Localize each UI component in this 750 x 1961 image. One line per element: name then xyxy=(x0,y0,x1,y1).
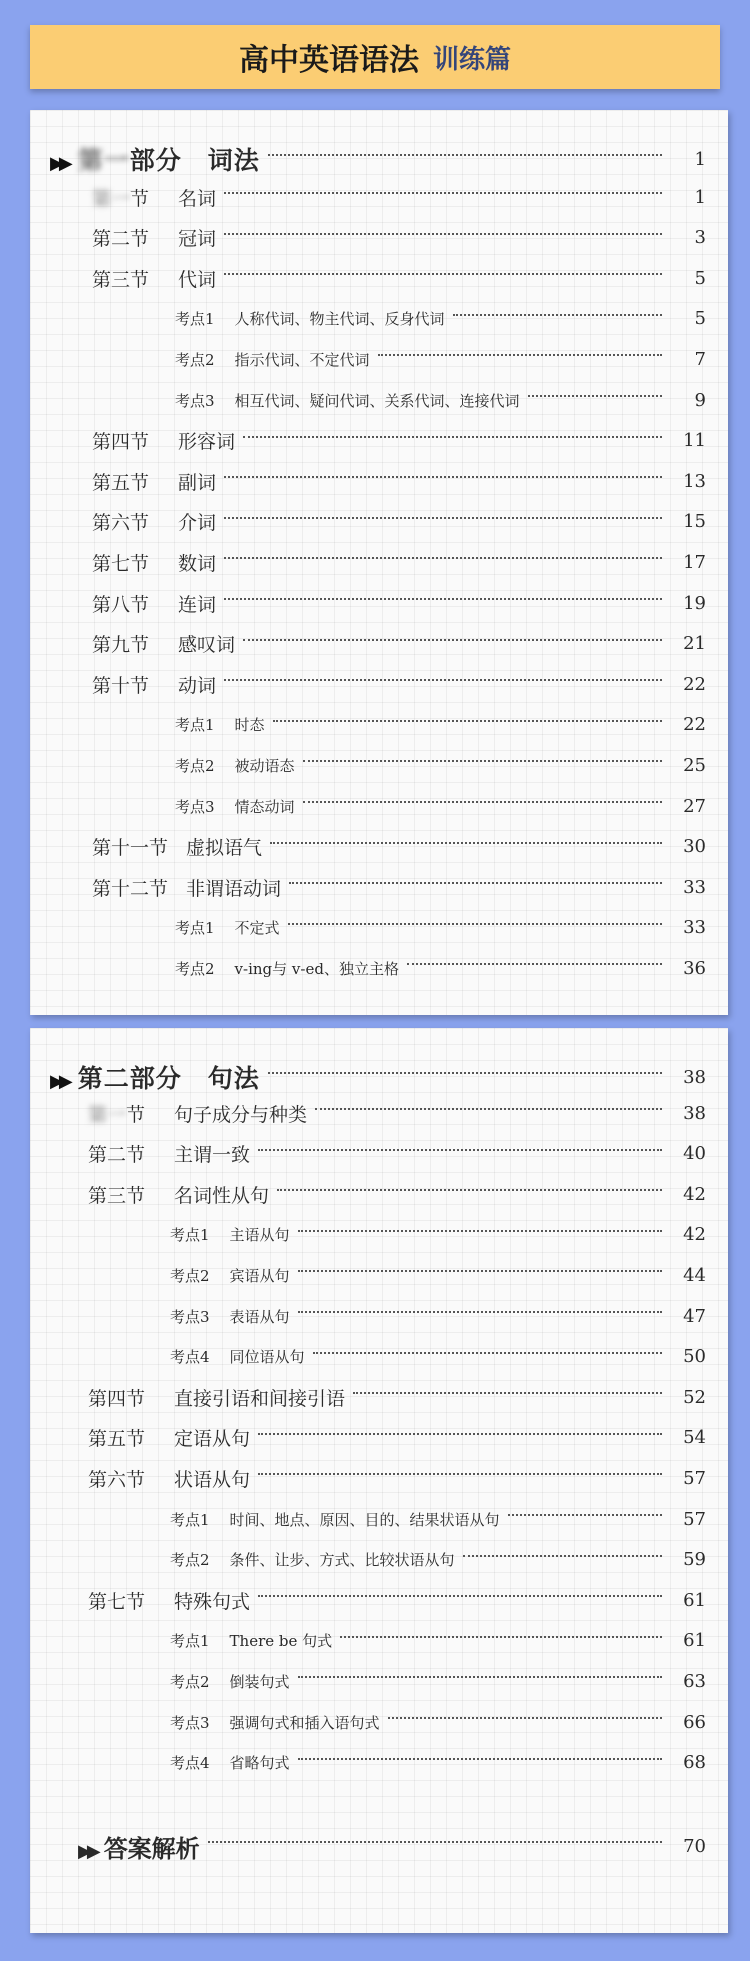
page-number: 5 xyxy=(694,308,706,330)
page-number: 63 xyxy=(683,1670,706,1692)
section-name: 直接引语和间接引语 xyxy=(174,1387,346,1410)
point-tag: 考点1 xyxy=(175,310,215,329)
point-name: 省略句式 xyxy=(229,1754,290,1773)
page-number: 50 xyxy=(683,1346,706,1368)
point-name: 倒装句式 xyxy=(229,1672,290,1691)
entry-label xyxy=(88,1100,307,1127)
toc-section-entry[interactable] xyxy=(92,627,706,661)
page-number: 13 xyxy=(683,470,706,492)
leader-dots xyxy=(288,923,662,925)
entry-label xyxy=(92,184,216,211)
leader-dots xyxy=(340,1636,662,1638)
page-number: 7 xyxy=(694,348,706,370)
point-tag: 考点4 xyxy=(170,1348,210,1367)
point-name: 被动语态 xyxy=(234,756,295,775)
toc-point-entry[interactable] xyxy=(175,748,706,782)
section-number-text: 第十二节 xyxy=(92,877,169,900)
section-number xyxy=(92,427,160,454)
toc-point-entry[interactable] xyxy=(170,1624,706,1658)
entry-label xyxy=(170,1630,332,1651)
point-tag: 考点1 xyxy=(170,1226,210,1245)
toc-section-entry[interactable] xyxy=(92,505,706,539)
section-name: 名词性从句 xyxy=(174,1184,270,1207)
leader-dots xyxy=(463,1555,662,1557)
header-banner xyxy=(30,25,720,89)
entry-label xyxy=(175,917,280,938)
toc-section-entry[interactable] xyxy=(88,1096,706,1130)
part-number-blurred: 第一 xyxy=(77,146,130,175)
page-number: 66 xyxy=(683,1711,706,1733)
leader-dots xyxy=(258,1149,662,1151)
section-number-text: 第三节 xyxy=(92,268,150,291)
page-number: 54 xyxy=(683,1427,706,1449)
section-name: 介词 xyxy=(178,512,217,535)
toc-section-entry[interactable] xyxy=(92,870,706,904)
toc-answers-entry[interactable] xyxy=(78,1829,706,1863)
entry-label xyxy=(92,590,216,617)
section-number-text: 第六节 xyxy=(92,512,150,535)
page-number: 61 xyxy=(683,1589,706,1611)
point-tag: 考点3 xyxy=(175,797,215,816)
book-title: 高中英语语法 xyxy=(238,43,419,78)
leader-dots xyxy=(303,760,662,762)
leader-dots xyxy=(268,1072,662,1074)
page-number: 42 xyxy=(683,1183,706,1205)
leader-dots xyxy=(313,1352,662,1354)
section-name: 句子成分与种类 xyxy=(174,1103,308,1126)
answers-title-text: 答案解析 xyxy=(103,1833,200,1863)
section-name: 状语从句 xyxy=(174,1468,251,1491)
section-number xyxy=(92,630,160,657)
part-title-text: 部分 词法 xyxy=(129,146,260,175)
leader-dots xyxy=(208,1841,662,1843)
entry-label xyxy=(175,796,295,817)
toc-point-entry[interactable] xyxy=(170,1340,706,1374)
section-number-text: 第五节 xyxy=(92,471,150,494)
entry-label xyxy=(170,1224,290,1245)
entry-label xyxy=(170,1549,455,1570)
entry-label xyxy=(170,1509,500,1530)
answers-title xyxy=(78,1829,200,1864)
entry-label xyxy=(170,1752,290,1773)
leader-dots xyxy=(528,395,662,397)
point-name: v-ing与 v-ed、独立主格 xyxy=(234,959,399,978)
page-number: 22 xyxy=(683,673,706,695)
page-number: 1 xyxy=(694,148,706,170)
section-name: 主谓一致 xyxy=(174,1144,251,1167)
section-name: 动词 xyxy=(178,674,217,697)
page-number: 22 xyxy=(683,714,706,736)
point-name: 人称代词、物主代词、反身代词 xyxy=(234,310,445,329)
page-number: 5 xyxy=(694,267,706,289)
leader-dots xyxy=(378,354,662,356)
section-number-text: 第八节 xyxy=(92,593,150,616)
section-number-blurred: 第一 xyxy=(92,187,131,210)
leader-dots xyxy=(298,1676,662,1678)
toc-section-entry[interactable] xyxy=(92,545,706,579)
leader-dots xyxy=(298,1758,662,1760)
toc-point-entry[interactable] xyxy=(175,383,706,417)
part-title-text: 第二部分 句法 xyxy=(77,1064,260,1093)
entry-label xyxy=(88,1465,250,1492)
section-number xyxy=(92,224,160,251)
toc-point-entry[interactable] xyxy=(170,1746,706,1780)
page-number: 47 xyxy=(683,1305,706,1327)
section-number xyxy=(88,1424,156,1451)
leader-dots xyxy=(289,882,662,884)
section-number-text: 第二节 xyxy=(88,1144,146,1167)
section-number-text: 第四节 xyxy=(92,431,150,454)
point-tag: 考点2 xyxy=(170,1672,210,1691)
page-number: 40 xyxy=(683,1143,706,1165)
entry-label xyxy=(170,1712,380,1733)
point-tag: 考点1 xyxy=(175,919,215,938)
section-number xyxy=(88,1181,156,1208)
point-name: 表语从句 xyxy=(229,1307,290,1326)
part-title xyxy=(50,1059,260,1095)
leader-dots xyxy=(407,963,662,965)
toc-point-entry[interactable] xyxy=(170,1299,706,1333)
double-arrow-icon: ▶▶ xyxy=(78,1840,96,1862)
point-tag: 考点1 xyxy=(170,1510,210,1529)
toc-point-entry[interactable] xyxy=(175,302,706,336)
entry-label xyxy=(92,630,235,657)
entry-label xyxy=(88,1384,345,1411)
leader-dots xyxy=(273,720,662,722)
toc-point-entry[interactable] xyxy=(170,1258,706,1292)
leader-dots xyxy=(224,476,662,478)
toc-point-entry[interactable] xyxy=(170,1664,706,1698)
toc-point-entry[interactable] xyxy=(170,1543,706,1577)
toc-part-heading[interactable] xyxy=(50,142,706,176)
page-number: 61 xyxy=(683,1630,706,1652)
toc-section-entry[interactable] xyxy=(88,1137,706,1171)
section-number-text: 第七节 xyxy=(88,1590,146,1613)
leader-dots xyxy=(453,314,662,316)
section-number-text: 第三节 xyxy=(88,1184,146,1207)
page-number: 59 xyxy=(683,1549,706,1571)
page-number: 38 xyxy=(683,1102,706,1124)
point-name: 指示代词、不定代词 xyxy=(234,350,370,369)
page-number: 57 xyxy=(683,1508,706,1530)
toc-point-entry[interactable] xyxy=(175,708,706,742)
toc-section-entry[interactable] xyxy=(92,261,706,295)
toc-point-entry[interactable] xyxy=(170,1502,706,1536)
section-name: 感叹词 xyxy=(178,634,236,657)
leader-dots xyxy=(508,1514,662,1516)
section-number xyxy=(88,1587,156,1614)
point-tag: 考点3 xyxy=(170,1713,210,1732)
leader-dots xyxy=(224,273,662,275)
toc-section-entry[interactable] xyxy=(92,424,706,458)
section-number xyxy=(92,671,160,698)
page-number: 25 xyxy=(683,754,706,776)
point-name: There be 句式 xyxy=(229,1632,333,1651)
entry-label xyxy=(175,308,445,329)
section-number-text: 第六节 xyxy=(88,1468,146,1491)
section-name: 定语从句 xyxy=(174,1428,251,1451)
point-tag: 考点2 xyxy=(175,959,215,978)
section-number xyxy=(92,184,160,211)
toc-point-entry[interactable] xyxy=(175,789,706,823)
point-tag: 考点4 xyxy=(170,1754,210,1773)
section-name: 代词 xyxy=(178,268,217,291)
point-tag: 考点1 xyxy=(170,1632,210,1651)
point-name: 主语从句 xyxy=(229,1226,290,1245)
leader-dots xyxy=(258,1473,662,1475)
toc-section-entry[interactable] xyxy=(92,464,706,498)
entry-label xyxy=(88,1587,250,1614)
double-arrow-icon: ▶▶ xyxy=(50,1071,68,1092)
entry-label xyxy=(175,390,520,411)
section-name: 名词 xyxy=(178,187,217,210)
point-tag: 考点2 xyxy=(170,1266,210,1285)
section-number-blurred: 第一 xyxy=(88,1103,127,1126)
leader-dots xyxy=(224,192,662,194)
section-name: 冠词 xyxy=(178,228,217,251)
leader-dots xyxy=(270,842,662,844)
section-name: 特殊句式 xyxy=(174,1590,251,1613)
entry-label xyxy=(170,1306,290,1327)
leader-dots xyxy=(258,1595,662,1597)
leader-dots xyxy=(277,1189,662,1191)
section-number-text: 节 xyxy=(126,1103,146,1126)
leader-dots xyxy=(298,1270,662,1272)
leader-dots xyxy=(224,557,662,559)
section-number xyxy=(92,833,168,860)
toc-section-entry[interactable] xyxy=(88,1421,706,1455)
section-name: 数词 xyxy=(178,552,217,575)
page-number: 57 xyxy=(683,1467,706,1489)
toc-section-entry[interactable] xyxy=(92,586,706,620)
entry-label xyxy=(175,349,370,370)
entry-label xyxy=(92,468,216,495)
section-number-text: 第十一节 xyxy=(92,837,169,860)
toc-section-entry[interactable] xyxy=(88,1177,706,1211)
leader-dots xyxy=(315,1108,662,1110)
entry-label xyxy=(170,1265,290,1286)
section-name: 虚拟语气 xyxy=(186,837,263,860)
entry-label xyxy=(170,1346,305,1367)
point-tag: 考点2 xyxy=(175,756,215,775)
point-name: 不定式 xyxy=(234,919,280,938)
section-name: 连词 xyxy=(178,593,217,616)
leader-dots xyxy=(298,1311,662,1313)
toc-point-entry[interactable] xyxy=(175,342,706,376)
leader-dots xyxy=(303,801,662,803)
entry-label xyxy=(170,1671,290,1692)
leader-dots xyxy=(258,1433,662,1435)
point-name: 宾语从句 xyxy=(229,1266,290,1285)
toc-section-entry[interactable] xyxy=(92,221,706,255)
leader-dots xyxy=(224,598,662,600)
toc-point-entry[interactable] xyxy=(170,1705,706,1739)
page-number: 3 xyxy=(694,227,706,249)
page-number: 9 xyxy=(694,389,706,411)
page-number: 38 xyxy=(683,1066,706,1088)
point-name: 时间、地点、原因、目的、结果状语从句 xyxy=(229,1510,500,1529)
entry-label xyxy=(92,265,216,292)
page-number: 11 xyxy=(683,430,706,452)
toc-point-entry[interactable] xyxy=(175,951,706,985)
section-number xyxy=(92,874,168,901)
section-name: 非谓语动词 xyxy=(186,877,282,900)
page-number: 36 xyxy=(683,957,706,979)
leader-dots xyxy=(388,1717,662,1719)
toc-part-heading[interactable] xyxy=(50,1060,706,1094)
entry-label xyxy=(92,224,216,251)
page-number: 52 xyxy=(683,1386,706,1408)
section-number-text: 第七节 xyxy=(92,552,150,575)
entry-label xyxy=(92,874,281,901)
point-name: 情态动词 xyxy=(234,797,295,816)
section-number xyxy=(92,590,160,617)
leader-dots xyxy=(224,233,662,235)
entry-label xyxy=(92,427,235,454)
toc-section-entry[interactable] xyxy=(92,180,706,214)
point-tag: 考点1 xyxy=(175,716,215,735)
page-number: 27 xyxy=(683,795,706,817)
leader-dots xyxy=(243,436,662,438)
page-number: 68 xyxy=(683,1752,706,1774)
entry-label xyxy=(175,714,265,735)
section-number xyxy=(88,1100,156,1127)
point-name: 时态 xyxy=(234,716,265,735)
entry-label xyxy=(175,755,295,776)
page-number: 30 xyxy=(683,836,706,858)
section-number xyxy=(92,265,160,292)
section-number xyxy=(92,549,160,576)
part-title xyxy=(50,141,260,177)
section-number-text: 第四节 xyxy=(88,1387,146,1410)
entry-label xyxy=(92,508,216,535)
point-tag: 考点3 xyxy=(175,391,215,410)
point-tag: 考点2 xyxy=(170,1551,210,1570)
section-number xyxy=(92,508,160,535)
section-number xyxy=(88,1384,156,1411)
entry-label xyxy=(175,958,399,979)
toc-section-entry[interactable] xyxy=(88,1461,706,1495)
page-number: 33 xyxy=(683,876,706,898)
double-arrow-icon: ▶▶ xyxy=(50,153,68,174)
toc-section-entry[interactable] xyxy=(92,830,706,864)
section-number-text: 节 xyxy=(130,187,150,210)
leader-dots xyxy=(224,517,662,519)
section-number-text: 第九节 xyxy=(92,634,150,657)
toc-page-2 xyxy=(30,1028,728,1933)
leader-dots xyxy=(298,1230,662,1232)
toc-section-entry[interactable] xyxy=(92,667,706,701)
leader-dots xyxy=(353,1392,662,1394)
page-number: 19 xyxy=(683,592,706,614)
section-number xyxy=(92,468,160,495)
entry-label xyxy=(92,671,216,698)
page-number: 15 xyxy=(683,511,706,533)
section-number-text: 第二节 xyxy=(92,228,150,251)
entry-label xyxy=(88,1424,250,1451)
point-tag: 考点2 xyxy=(175,350,215,369)
toc-section-entry[interactable] xyxy=(88,1380,706,1414)
entry-label xyxy=(88,1140,250,1167)
point-name: 相互代词、疑问代词、关系代词、连接代词 xyxy=(234,391,520,410)
leader-dots xyxy=(224,679,662,681)
point-name: 强调句式和插入语句式 xyxy=(229,1713,380,1732)
entry-label xyxy=(92,833,262,860)
section-number xyxy=(88,1465,156,1492)
toc-point-entry[interactable] xyxy=(170,1218,706,1252)
point-name: 同位语从句 xyxy=(229,1348,305,1367)
section-name: 形容词 xyxy=(178,431,236,454)
page-number: 70 xyxy=(683,1835,706,1857)
section-number xyxy=(88,1140,156,1167)
toc-section-entry[interactable] xyxy=(88,1583,706,1617)
point-tag: 考点3 xyxy=(170,1307,210,1326)
page-number: 17 xyxy=(683,551,706,573)
page-number: 44 xyxy=(683,1264,706,1286)
point-name: 条件、让步、方式、比较状语从句 xyxy=(229,1551,455,1570)
leader-dots xyxy=(243,639,662,641)
toc-point-entry[interactable] xyxy=(175,911,706,945)
page-number: 1 xyxy=(694,186,706,208)
page-number: 33 xyxy=(683,917,706,939)
section-number-text: 第五节 xyxy=(88,1428,146,1451)
leader-dots xyxy=(268,154,662,156)
book-subtitle: 训练篇 xyxy=(432,44,511,75)
entry-label xyxy=(92,549,216,576)
page-number: 42 xyxy=(683,1224,706,1246)
section-number-text: 第十节 xyxy=(92,674,150,697)
entry-label xyxy=(88,1181,269,1208)
page-number: 21 xyxy=(683,633,706,655)
toc-page-1 xyxy=(30,110,728,1015)
section-name: 副词 xyxy=(178,471,217,494)
